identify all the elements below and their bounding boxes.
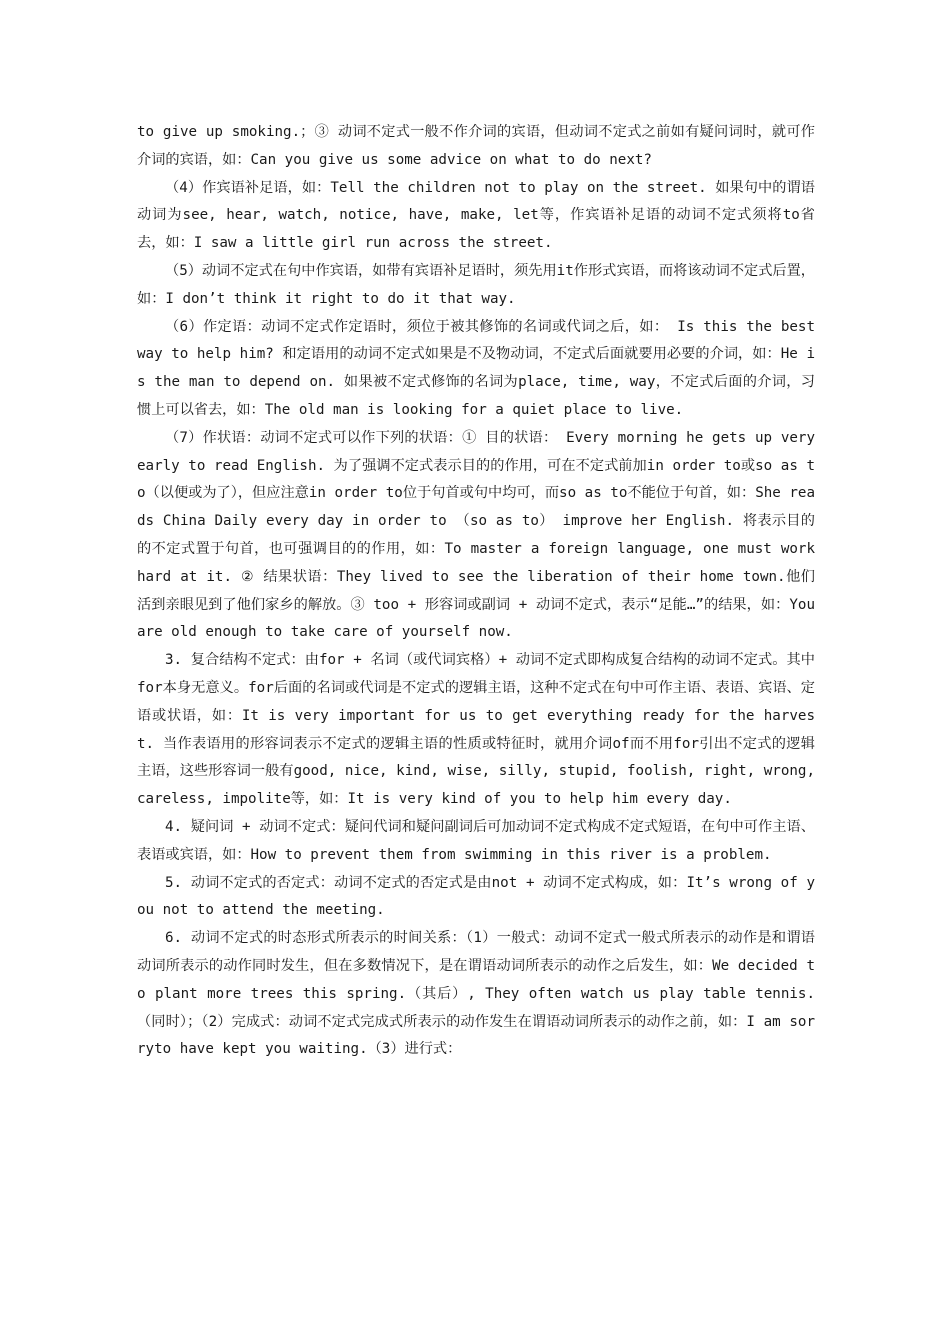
- paragraph-tense-forms: 6. 动词不定式的时态形式所表示的时间关系：（1）一般式：动词不定式一般式所表示的动作是和谓语动词所表示的动作同时发生，但在多数情况下，是在谓语动词所表示的动作之后发生，如：We decided to plant more trees this spring.（其后）, They often watch us play table tennis.（同时）；（2）完成式：动词不定式完成式所表示的动作发生在谓语动词所表示的动作之前，如：I am sorryto have kept you waiting.（3）进行式：: [137, 930, 815, 1058]
- paragraph-object-complement: （4）作宾语补足语，如：Tell the children not to play on the street. 如果句中的谓语动词为see, hear, watch, notice, have, make, let等，作宾语补足语的动词不定式须将to省去，如：I saw a little girl run across the street.: [137, 179, 815, 252]
- paragraph-attributive: （6）作定语：动词不定式作定语时，须位于被其修饰的名词或代词之后，如： Is this the best way to help him? 和定语用的动词不定式如果是不及物动词，不定式后面就要用必要的介词，如：He is the man to depend on. 如果被不定式修饰的名词为place, time, way，不定式后面的介词，习惯上可以省去，如：The old man is looking for a quiet place to live.: [137, 318, 815, 418]
- paragraph-continuation: to give up smoking.；③ 动词不定式一般不作介词的宾语，但动词不定式之前如有疑问词时，就可作介词的宾语，如：Can you give us some advice on what to do next?: [137, 124, 815, 168]
- paragraph-question-word-infinitive: 4. 疑问词 + 动词不定式：疑问代词和疑问副词后可加动词不定式构成不定式短语，在句中可作主语、表语或宾语，如：How to prevent them from swimming in this river is a problem.: [137, 818, 815, 863]
- paragraph-negative-infinitive: 5. 动词不定式的否定式：动词不定式的否定式是由not + 动词不定式构成，如：It’s wrong of you not to attend the meeting.: [137, 874, 815, 919]
- paragraph-formal-object: （5）动词不定式在句中作宾语，如带有宾语补足语时，须先用it作形式宾语，而将该动词不定式后置，如：I don’t think it right to do it that way.: [137, 262, 815, 307]
- document-page: [137, 119, 815, 1064]
- paragraph-compound-infinitive: 3. 复合结构不定式：由for + 名词（或代词宾格）+ 动词不定式即构成复合结构的动词不定式。其中for本身无意义。for后面的名词或代词是不定式的逻辑主语，这种不定式在句中可作主语、表语、宾语、定语或状语，如：It is very important for us to get everything ready for the harvest. 当作表语用的形容词表示不定式的逻辑主语的性质或特征时，就用介词of而不用for引出不定式的逻辑主语，这些形容词一般有good, nice, kind, wise, silly, stupid, foolish, right, wrong, careless, impolite等，如：It is very kind of you to help him every day.: [137, 652, 815, 808]
- paragraph-adverbial: （7）作状语：动词不定式可以作下列的状语：① 目的状语： Every morning he gets up very early to read English. 为了强调不定式表示目的的作用，可在不定式前加in order to或so as to（以便或为了），但应注意in order to位于句首或句中均可，而so as to不能位于句首，如：She reads China Daily every day in order to （so as to） improve her English. 将表示目的的不定式置于句首，也可强调目的的作用，如：To master a foreign language, one must work hard at it. ② 结果状语：They lived to see the liberation of their home town.他们活到亲眼见到了他们家乡的解放。③ too + 形容词或副词 + 动词不定式，表示“足能…”的结果，如：You are old enough to take care of yourself now.: [137, 429, 815, 641]
